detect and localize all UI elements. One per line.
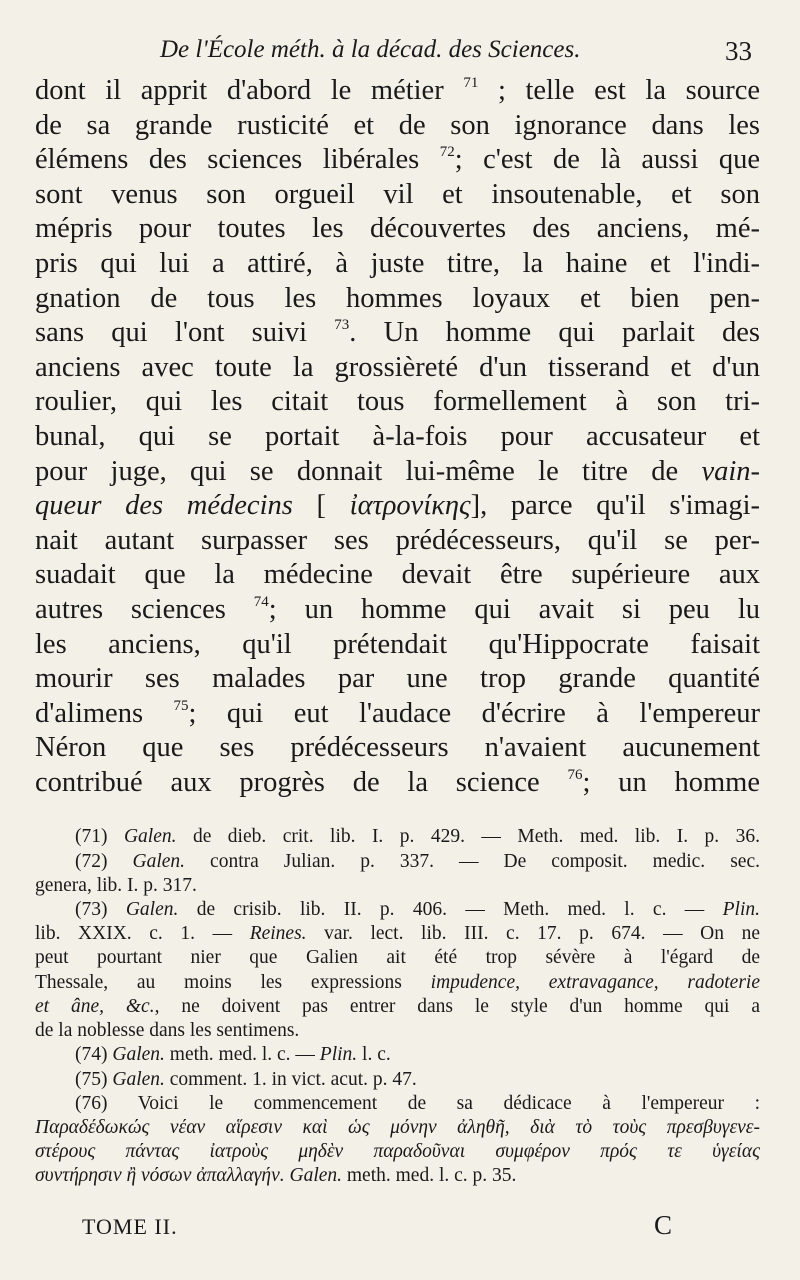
body-line xyxy=(35,455,760,490)
volume-label: TOME II. xyxy=(82,1214,178,1239)
body-line xyxy=(35,351,760,386)
text-segment: lib. XXIX. c. 1. — xyxy=(35,923,250,945)
body-line xyxy=(35,282,760,317)
italic-text: Galen. xyxy=(112,1044,165,1066)
footnote-line xyxy=(35,1140,760,1164)
text-segment: les anciens, qu'il prétendait qu'Hippocrate faisait xyxy=(35,628,760,660)
text-segment: de crisib. lib. II. p. 406. — Meth. med. l. c. — xyxy=(178,899,723,921)
page-number: 33 xyxy=(725,36,752,66)
italic-text: Galen. xyxy=(289,1165,343,1187)
italic-text: queur des médecins xyxy=(35,490,293,522)
body-line xyxy=(35,178,760,213)
italic-text: impudence, extravagance, radoterie xyxy=(430,971,761,993)
body-line xyxy=(35,489,760,524)
text-segment: comment. 1. in vict. acut. p. 47. xyxy=(164,1068,417,1090)
italic-text: vain- xyxy=(701,455,760,487)
text-segment: meth. med. l. c. p. 35. xyxy=(342,1165,517,1187)
text-segment: contra Julian. p. 337. — De composit. medic. sec. xyxy=(185,850,760,872)
footnote-line xyxy=(35,946,760,970)
body-line xyxy=(35,593,760,628)
footnote-line xyxy=(35,1164,760,1188)
text-segment: (74) xyxy=(75,1044,113,1066)
running-head xyxy=(35,30,760,70)
italic-text: στέρους πάντας ἰατροὺς μηδὲν παραδοῦναι συμφέρον πρός τε ὑγείας xyxy=(35,1141,760,1163)
text-segment: genera, lib. I. p. 317. xyxy=(35,874,197,896)
running-title: De l'École méth. à la décad. des Sciences. xyxy=(160,36,581,63)
footnote-line xyxy=(35,825,760,849)
body-line xyxy=(35,766,760,801)
footnote-reference: 75 xyxy=(173,697,189,714)
text-segment: mépris pour toutes les découvertes des anciens, mé- xyxy=(35,213,760,245)
text-segment: l. c. xyxy=(357,1044,391,1066)
footnote-reference: 73 xyxy=(334,317,350,334)
text-segment: autres sciences xyxy=(35,593,254,625)
text-segment: ; telle est la source xyxy=(478,75,760,106)
footnote-line xyxy=(35,971,760,995)
text-segment: ], parce qu'il s'imagi- xyxy=(470,490,760,522)
footnote-line xyxy=(35,1092,760,1116)
text-segment: ; un homme xyxy=(582,766,761,798)
text-segment: de sa grande rusticité et de son ignorance dans les xyxy=(35,109,760,141)
text-segment: dont il apprit d'abord le métier xyxy=(35,75,464,106)
body-text xyxy=(35,74,760,800)
footnote-line xyxy=(35,1019,760,1043)
italic-text: ἰατρονίκης xyxy=(349,490,471,522)
body-line xyxy=(35,385,760,420)
body-line xyxy=(35,212,760,247)
footnote-line xyxy=(35,898,760,922)
text-segment: anciens avec toute la grossièreté d'un tisserand et d'un xyxy=(35,351,760,383)
body-line xyxy=(35,628,760,663)
body-line xyxy=(35,524,760,559)
text-segment: contribué aux progrès de la science xyxy=(35,766,568,798)
body-line xyxy=(35,697,760,732)
text-segment: Thessale, au moins les expressions xyxy=(35,971,431,993)
text-segment: , ne doivent pas entrer dans le style d'un homme qui a xyxy=(154,995,760,1017)
text-segment: nait autant surpasser ses prédécesseurs, qu'il se per- xyxy=(35,524,760,556)
footnote-reference: 74 xyxy=(253,593,269,610)
footnote-reference: 72 xyxy=(439,144,455,161)
text-segment: meth. med. l. c. — xyxy=(164,1044,320,1066)
italic-text: Galen. xyxy=(132,850,186,872)
footnote-reference: 76 xyxy=(567,766,583,783)
text-segment: bunal, qui se portait à-la-fois pour accusateur et xyxy=(35,420,760,452)
body-line xyxy=(35,558,760,593)
body-line xyxy=(35,316,760,351)
text-segment: élémens des sciences libérales xyxy=(35,144,440,176)
text-segment: peut pourtant nier que Galien ait été trop sévère à l'égard de xyxy=(35,947,760,969)
text-segment: ; c'est de là aussi que xyxy=(454,144,760,176)
text-segment: . Un homme qui parlait des xyxy=(349,317,760,349)
footnote-line xyxy=(35,1043,760,1067)
body-line xyxy=(35,247,760,282)
text-segment: [ xyxy=(292,490,350,522)
italic-text: et âne, &c. xyxy=(35,995,155,1017)
footnote-line xyxy=(35,1116,760,1140)
text-segment: var. lect. lib. III. c. 17. p. 674. — On ne xyxy=(306,923,760,945)
footnote-reference: 71 xyxy=(463,75,479,91)
gathering-signature: C xyxy=(653,1210,672,1240)
text-segment: pour juge, qui se donnait lui-même le titre de xyxy=(35,455,702,487)
text-segment: Néron que ses prédécesseurs n'avaient aucunement xyxy=(35,732,760,764)
body-line xyxy=(35,662,760,697)
footnotes xyxy=(35,825,760,1188)
text-segment: roulier, qui les citait tous formellement à son tri- xyxy=(35,386,760,418)
text-segment: ; qui eut l'audace d'écrire à l'empereur xyxy=(188,697,761,729)
text-segment: sans qui l'ont suivi xyxy=(35,317,335,349)
text-segment: (73) xyxy=(75,899,126,921)
footnote-line xyxy=(35,874,760,898)
body-line xyxy=(35,74,760,109)
text-segment: mourir ses malades par une trop grande quantité xyxy=(35,663,760,695)
text-segment: sont venus son orgueil vil et insoutenable, et son xyxy=(35,178,760,210)
body-line xyxy=(35,731,760,766)
text-segment: (72) xyxy=(75,850,133,872)
italic-text: Plin. xyxy=(319,1044,358,1066)
text-segment: suadait que la médecine devait être supérieure aux xyxy=(35,559,760,591)
italic-text: συντήρησιν ἢ νόσων ἀπαλλαγήν. xyxy=(35,1165,290,1187)
footnote-line xyxy=(35,1068,760,1092)
text-segment: (75) xyxy=(75,1068,113,1090)
footnote-line xyxy=(35,850,760,874)
text-segment: de la noblesse dans les sentimens. xyxy=(35,1020,300,1042)
italic-text: Galen. xyxy=(123,826,177,848)
text-segment: d'alimens xyxy=(35,697,174,729)
italic-text: Παραδέδωκώς νέαν αἵρεσιν καὶ ὡς μόνην ἀληθῆ, διὰ τὸ τοὺς πρεσβυγενε- xyxy=(35,1116,760,1138)
footnote-line xyxy=(35,922,760,946)
italic-text: Galen. xyxy=(125,899,179,921)
text-segment: (71) xyxy=(75,826,124,848)
italic-text: Galen. xyxy=(112,1068,165,1090)
body-line xyxy=(35,109,760,144)
text-segment: de dieb. crit. lib. I. p. 429. — Meth. med. lib. I. p. 36. xyxy=(176,826,760,848)
italic-text: Reines. xyxy=(249,923,307,945)
italic-text: Plin. xyxy=(722,899,760,921)
footnote-line xyxy=(35,995,760,1019)
body-line xyxy=(35,420,760,455)
text-segment: gnation de tous les hommes loyaux et bien pen- xyxy=(35,282,760,314)
text-segment: ; un homme qui avait si peu lu xyxy=(268,593,760,625)
text-segment: pris qui lui a attiré, à juste titre, la haine et l'indi- xyxy=(35,247,760,279)
text-segment: (76) Voici le commencement de sa dédicace à l'empereur : xyxy=(75,1092,760,1114)
body-line xyxy=(35,143,760,178)
